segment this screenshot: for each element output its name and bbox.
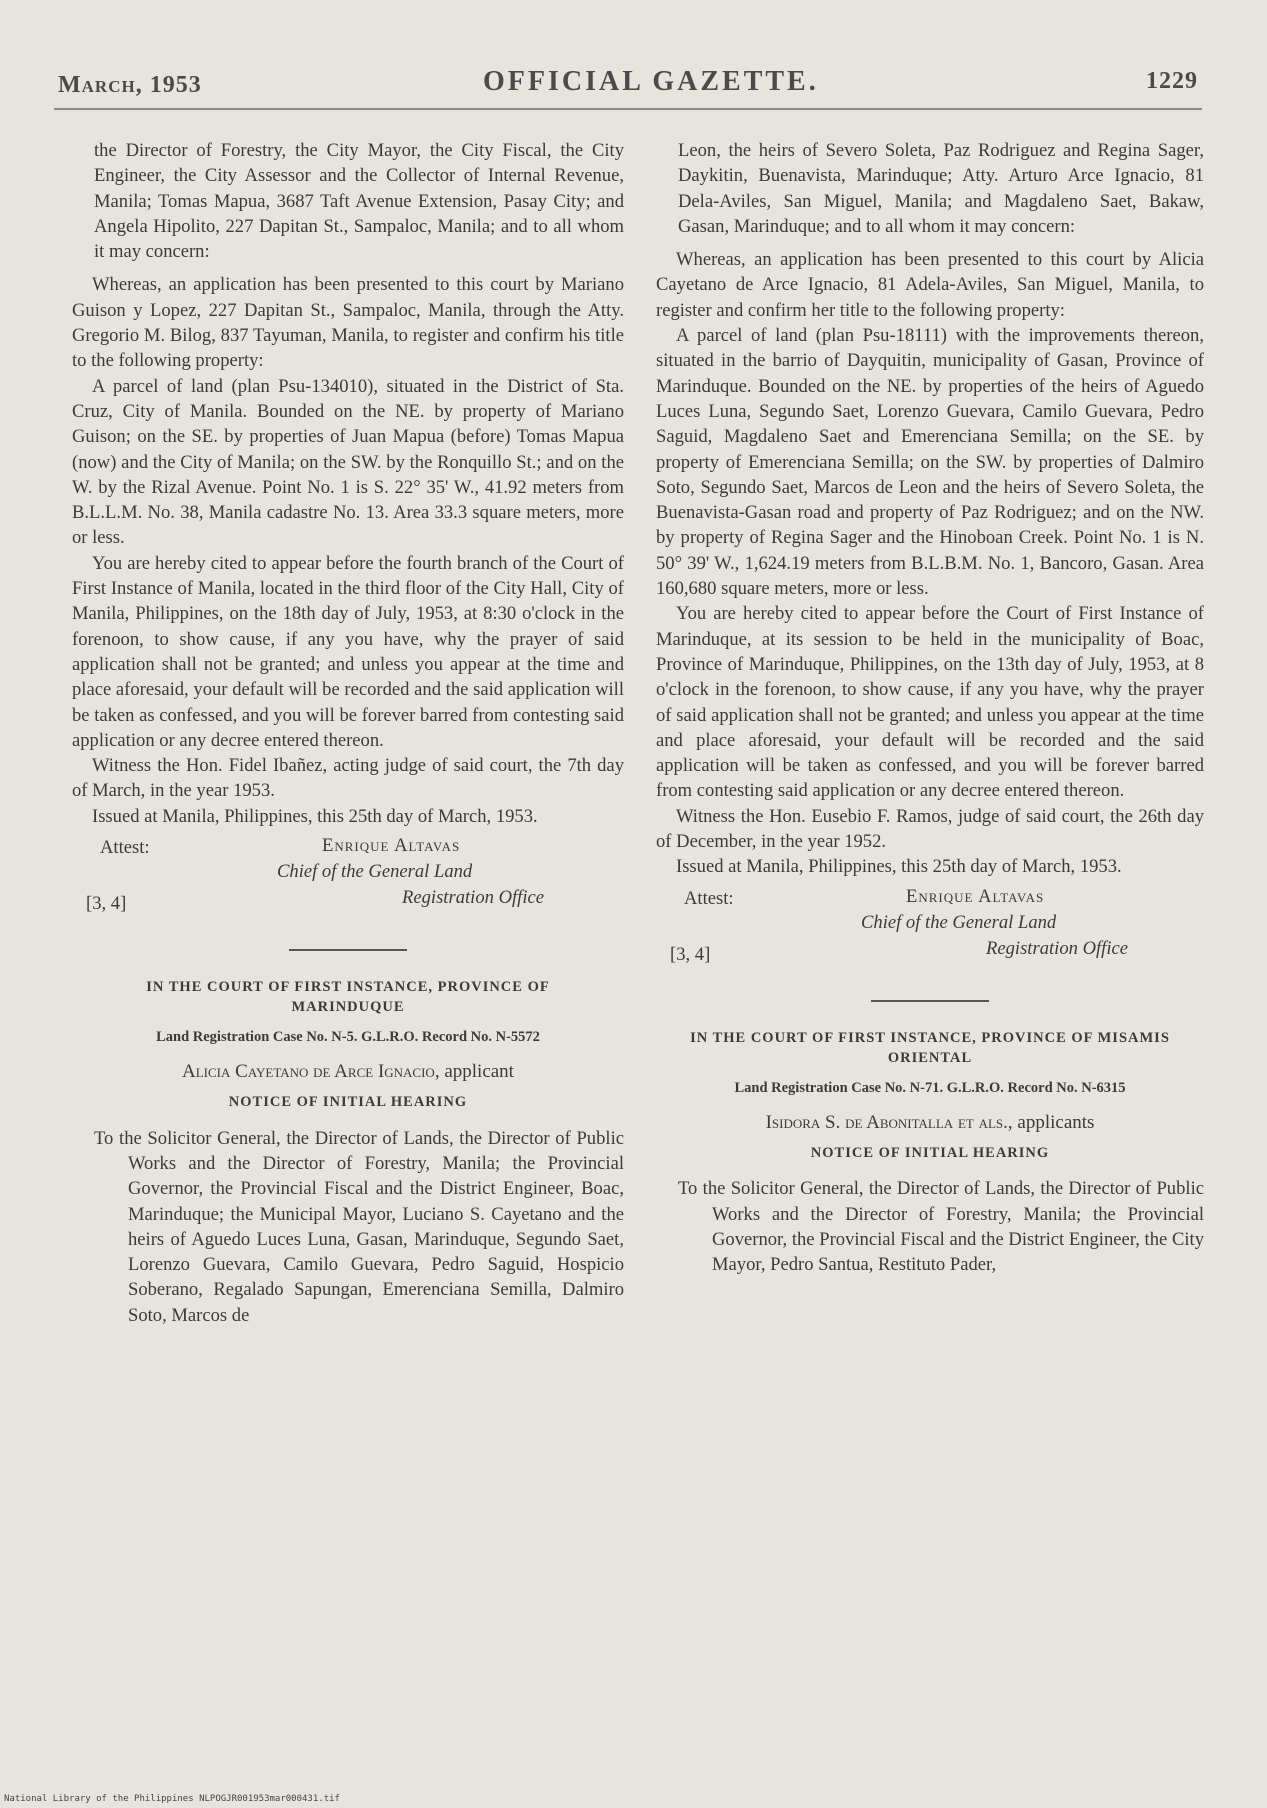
paragraph: Leon, the heirs of Severo Soleta, Paz Rodriguez and Regina Sager, Daykitin, Buenavista, Marinduque; Atty. Arturo Arce Ignacio, 81 Dela-Aviles, San Miguel, Manila; and Magdaleno Saet, Bakaw, Gasan, Marinduque; and to all whom it may concern:: [678, 140, 1204, 237]
left-column: [72, 138, 624, 1328]
attest-name: Enrique Altavas: [322, 835, 461, 857]
section-divider: [871, 1000, 989, 1002]
court-heading: IN THE COURT OF FIRST INSTANCE, PROVINCE OF MISAMIS ORIENTAL: [690, 1029, 1170, 1066]
attestation-block: [656, 884, 1204, 992]
paragraph: You are hereby cited to appear before the fourth branch of the Court of First Instance of Manila, located in the third floor of the City Hall, City of Manila, Philippines, on the 18th day of July, 1953, at 8:30 o'clock in the forenoon, to show cause, if any you have, why the prayer of said application shall not be granted; and unless you appear at the time and place aforesaid, your default will be recorded and the said application will be taken as confessed, and you will be forever barred from contesting said application or any decree entered thereon.: [72, 552, 624, 751]
paragraph: the Director of Forestry, the City Mayor, the City Fiscal, the City Engineer, the City Assessor and the Collector of Internal Revenue, Manila; Tomas Mapua, 3687 Taft Avenue Extension, Pasay City; and Angela Hipolito, 227 Dapitan St., Sampaloc, Manila; and to all whom it may concern:: [94, 140, 624, 263]
paragraph: You are hereby cited to appear before the Court of First Instance of Marinduque, at its session to be held in the municipality of Boac, Province of Marinduque, Philippines, on the 13th day of July, 1953, at 8 o'clock in the forenoon, to show cause, if any you have, why the prayer of said application shall not be granted; and unless you appear at the time and place aforesaid, your default will be recorded and the said application will be taken as confessed, and you will be forever barred from contesting said application or any decree entered thereon.: [656, 603, 1204, 802]
court-heading: IN THE COURT OF FIRST INSTANCE, PROVINCE OF MARINDUQUE: [146, 979, 550, 1016]
paragraph: Witness the Hon. Fidel Ibañez, acting judge of said court, the 7th day of March, in the year 1953.: [72, 755, 624, 802]
notice-heading: NOTICE OF INITIAL HEARING: [810, 1144, 1050, 1161]
paragraph: Whereas, an application has been presented to this court by Mariano Guison y Lopez, 227 Dapitan St., Sampaloc, Manila, through the Atty. Gregorio M. Bilog, 837 Tayuman, Manila, to register and confirm his title to the following property:: [72, 274, 624, 372]
paragraph: Whereas, an application has been presented to this court by Alicia Cayetano de Arce Ignacio, 81 Adela-Aviles, San Miguel, Manila, to register and confirm her title to the following property:: [656, 249, 1204, 321]
applicant-name: Alicia Cayetano de Arce Ignacio: [182, 1061, 435, 1083]
attest-label: Attest:: [684, 887, 734, 909]
attest-title-line-1: Chief of the General Land: [861, 911, 1057, 933]
attest-name: Enrique Altavas: [906, 885, 1045, 907]
applicant-suffix: , applicant: [434, 1061, 514, 1083]
case-number: Land Registration Case No. N-5. G.L.R.O. Record No. N-5572: [156, 1029, 540, 1046]
paragraph: Witness the Hon. Eusebio F. Ramos, judge of said court, the 26th day of December, in the year 1952.: [656, 805, 1204, 853]
paragraph: Issued at Manila, Philippines, this 25th day of March, 1953.: [92, 805, 538, 827]
applicant-line: [656, 1110, 1204, 1135]
right-column: [656, 138, 1204, 1277]
notice-heading: NOTICE OF INITIAL HEARING: [228, 1094, 468, 1111]
attest-label: Attest:: [100, 837, 150, 859]
applicant-suffix: , applicants: [1007, 1111, 1095, 1133]
issue-code: [3, 4]: [670, 943, 711, 965]
paragraph: To the Solicitor General, the Director of Lands, the Director of Public Works and the Director of Forestry, Manila; the Provincial Governor, the Provincial Fiscal and the District Engineer, Boac, Marinduque; the Municipal Mayor, Luciano S. Cayetano and the heirs of Aguedo Luces Luna, Gasan, Marinduque, Segundo Saet, Lorenzo Guevara, Camilo Guevara, Pedro Saguid, Hospicio Soberano, Regalado Sapungan, Emerenciana Semilla, Dalmiro Soto, Marcos de: [94, 1127, 624, 1326]
issue-code: [3, 4]: [86, 893, 127, 915]
attest-title-line-2: Registration Office: [986, 937, 1129, 959]
page-header: [58, 66, 1198, 106]
paragraph: A parcel of land (plan Psu-18111) with the improvements thereon, situated in the barrio of Dayquitin, municipality of Gasan, Province of Marinduque. Bounded on the NE. by properties of the heirs of Aguedo Luces Luna, Segundo Saet, Lorenzo Guevara, Camilo Guevara, Pedro Saguid, Magdaleno Saet and Emerenciana Semilla; on the SE. by property of Emerenciana Semilla; on the SW. by properties of Dalmiro Soto, Segundo Saet, Marcos de Leon and the heirs of Severo Soleta, the Buenavista-Gasan road and property of Paz Rodriguez; and on the NW. by property of Regina Sager and the Hinoboan Creek. Point No. 1 is N. 50° 39' W., 1,624.19 meters from B.L.B.M. No. 1, Bancoro, Gasan. Area 160,680 square meters, more or less.: [656, 325, 1204, 600]
attest-title-line-2: Registration Office: [402, 887, 545, 909]
attestation-block: [72, 833, 624, 941]
paragraph: Issued at Manila, Philippines, this 25th day of March, 1953.: [676, 856, 1122, 878]
publication-title: OFFICIAL GAZETTE.: [483, 66, 819, 97]
case-number: Land Registration Case No. N-71. G.L.R.O. Record No. N-6315: [734, 1079, 1126, 1096]
applicant-name: Isidora S. de Abonitalla et als.: [765, 1111, 1008, 1133]
scan-footer: National Library of the Philippines NLPOGJR001953mar000431.tif: [4, 1794, 340, 1804]
attest-title-line-1: Chief of the General Land: [277, 861, 473, 883]
page-number: 1229: [1146, 68, 1198, 94]
paragraph: To the Solicitor General, the Director of Lands, the Director of Public Works and the Director of Forestry, Manila; the Provincial Governor, the Provincial Fiscal and the District Engineer, the City Mayor, Pedro Santua, Restituto Pader,: [678, 1178, 1204, 1276]
header-date: March, 1953: [58, 72, 202, 98]
paragraph: A parcel of land (plan Psu-134010), situated in the District of Sta. Cruz, City of Manila. Bounded on the NE. by property of Mariano Guison; on the SE. by properties of Juan Mapua (before) Tomas Mapua (now) and the City of Manila; on the SW. by the Ronquillo St.; and on the W. by the Rizal Avenue. Point No. 1 is S. 22° 35' W., 41.92 meters from B.L.L.M. No. 38, Manila cadastre No. 13. Area 33.3 square meters, more or less.: [72, 375, 624, 549]
section-divider: [289, 949, 407, 951]
applicant-line: [72, 1059, 624, 1084]
header-rule: [54, 108, 1202, 110]
